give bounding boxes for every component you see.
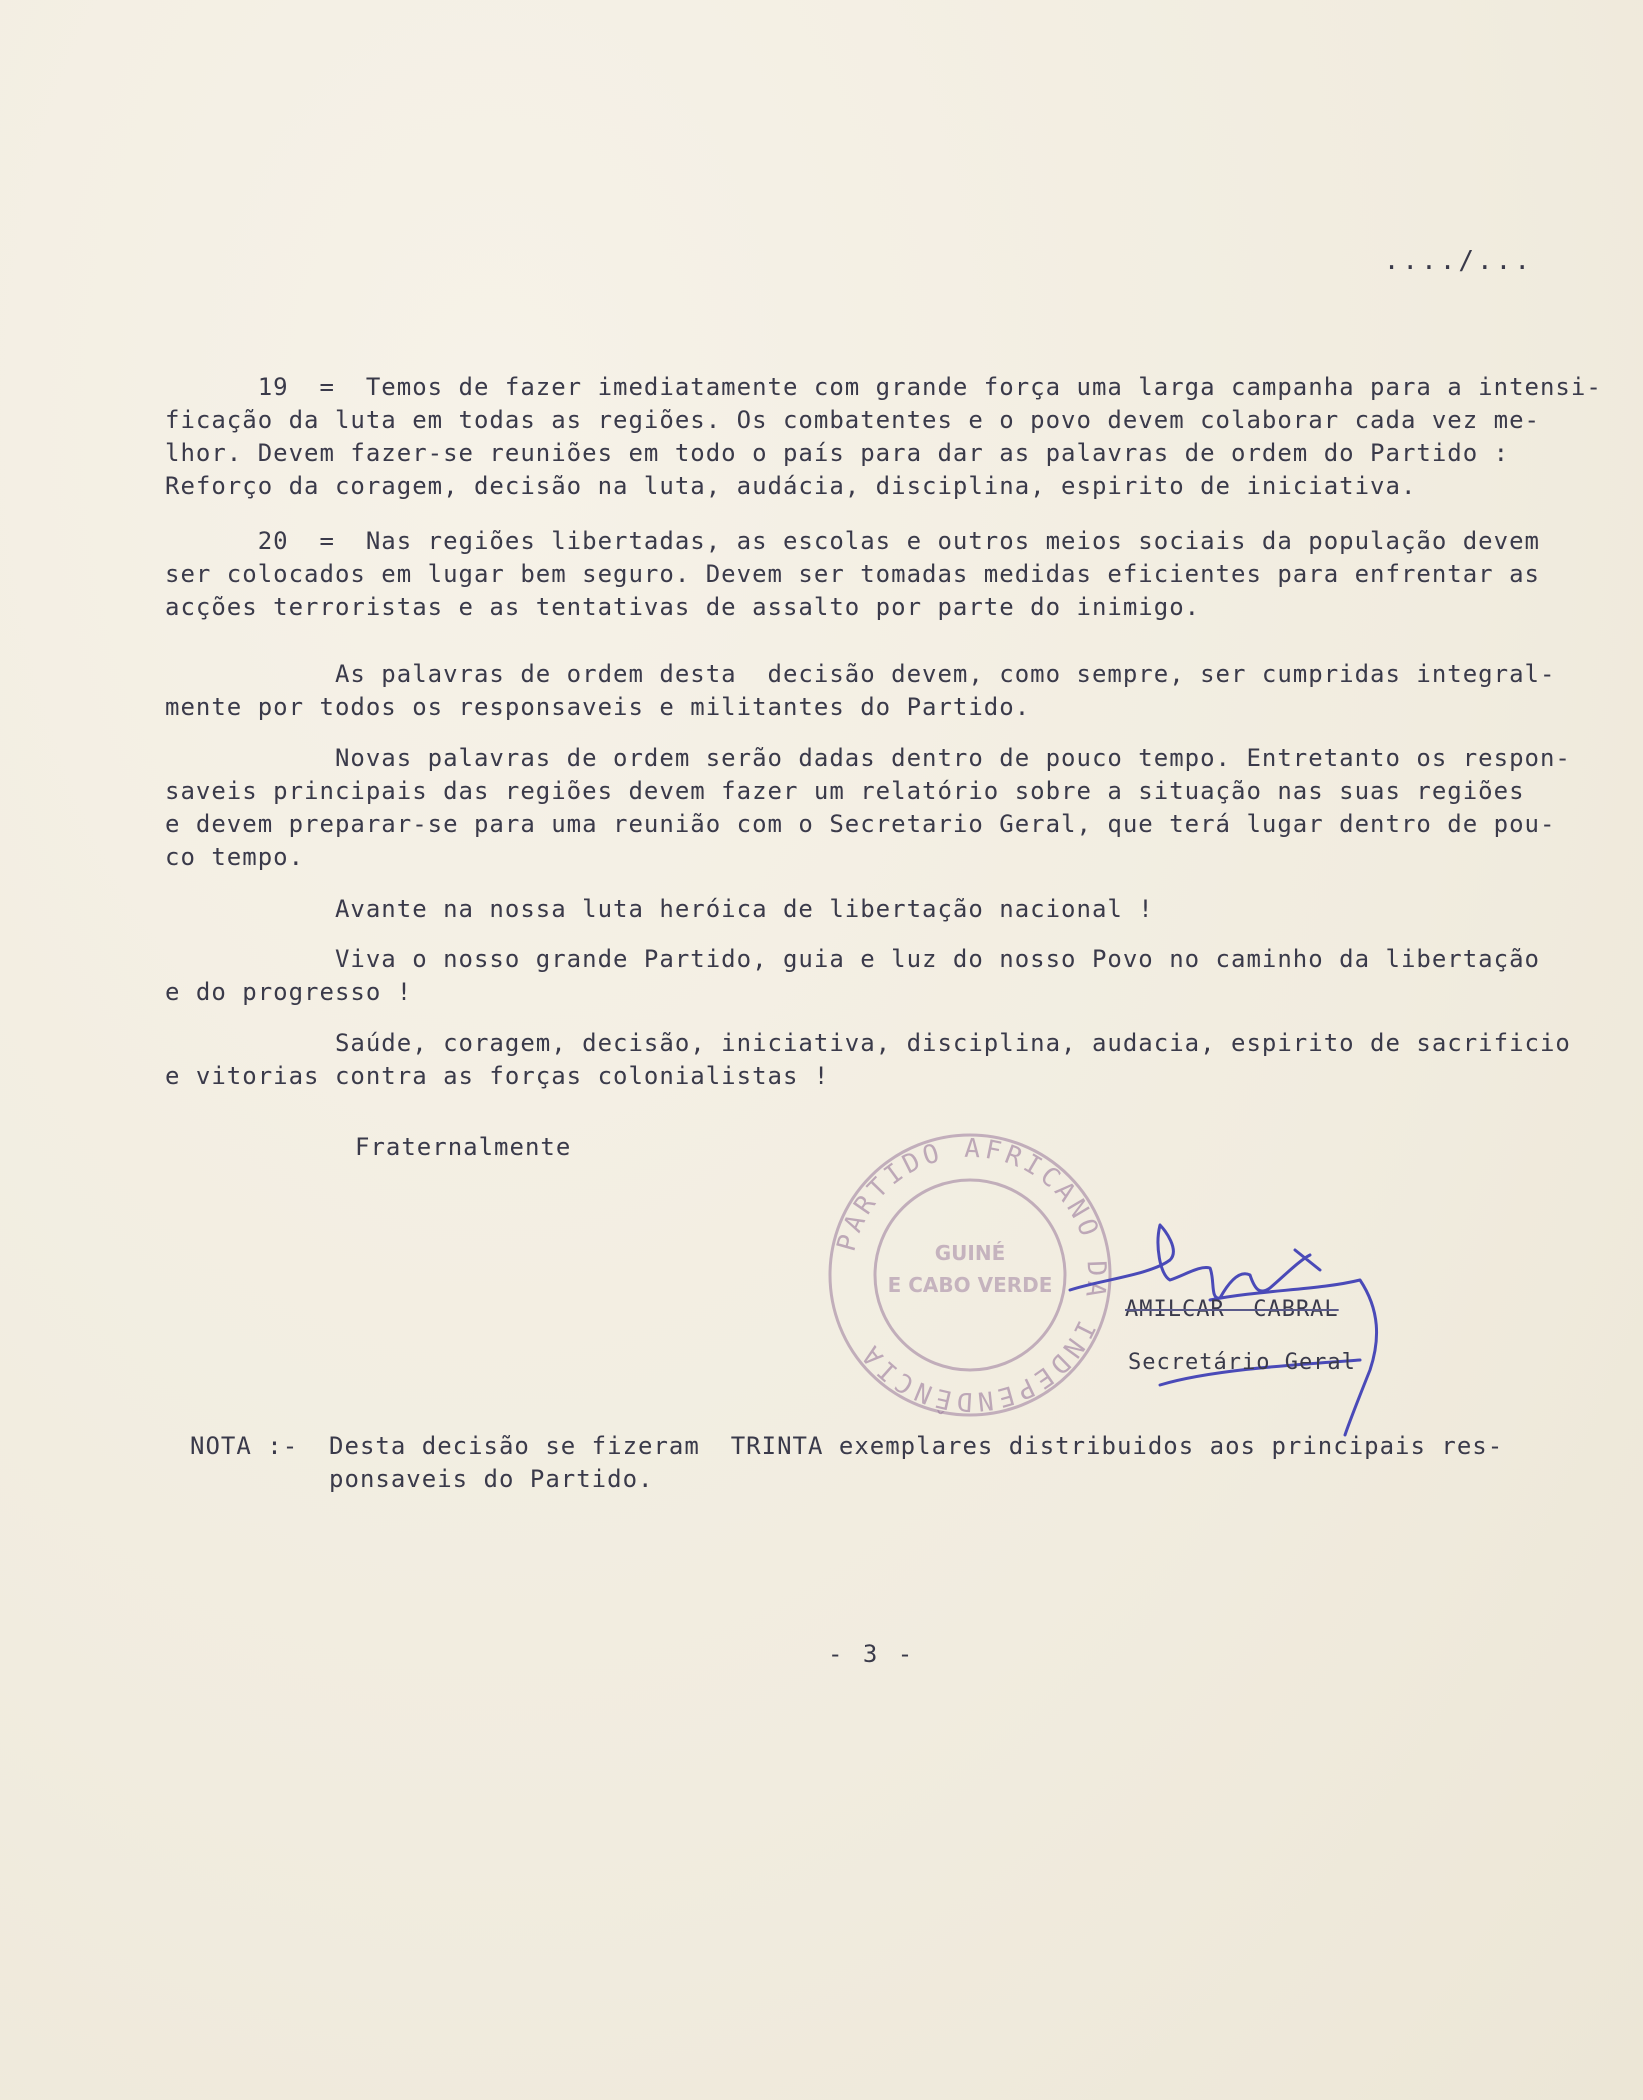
stamp-inner-text-2: E CABO VERDE <box>887 1273 1053 1297</box>
paragraph-line: co tempo. <box>165 843 305 871</box>
item-20-line: 20 = Nas regiões libertadas, as escolas e outros meios sociais da população devem <box>165 527 1540 555</box>
paragraph-line: e vitorias contra as forças colonialistas ! <box>165 1062 830 1090</box>
stamp-outer-text: PARTIDO AFRICANO DA INDEPENDÊNCIA <box>831 1133 1112 1417</box>
handwritten-signature <box>1060 1220 1390 1450</box>
paragraph-line: Novas palavras de ordem serão dadas dentro de pouco tempo. Entretanto os respon- <box>165 744 1571 772</box>
signatory-name: AMILCAR CABRAL <box>1125 1297 1339 1322</box>
item-19 <box>165 373 1605 505</box>
item-19-line: Reforço da coragem, decisão na luta, audácia, disciplina, espirito de iniciativa. <box>165 472 1417 500</box>
item-19-line: ficação da luta em todas as regiões. Os combatentes e o povo devem colaborar cada vez me- <box>165 406 1540 434</box>
item-19-line: lhor. Devem fazer-se reuniões em todo o país para dar as palavras de ordem do Partido : <box>165 439 1510 467</box>
paragraph-novas <box>165 744 1605 876</box>
paragraph-line: As palavras de ordem desta decisão devem, como sempre, ser cumpridas integral- <box>165 660 1556 688</box>
paragraph-cumprir <box>165 660 1605 726</box>
nota-line: ponsaveis do Partido. <box>190 1465 654 1493</box>
paragraph-line: mente por todos os responsaveis e militantes do Partido. <box>165 693 1031 721</box>
item-20-line: ser colocados em lugar bem seguro. Devem ser tomadas medidas eficientes para enfrentar as <box>165 560 1540 588</box>
paragraph-line: e devem preparar-se para uma reunião com o Secretario Geral, que terá lugar dentro de pou- <box>165 810 1556 838</box>
item-19-line: 19 = Temos de fazer imediatamente com grande força uma larga campanha para a intensi- <box>165 373 1602 401</box>
paragraph-avante <box>165 895 1605 928</box>
stamp-inner-text-1: GUINÉ <box>934 1241 1006 1265</box>
item-20-line: acções terroristas e as tentativas de assalto por parte do inimigo. <box>165 593 1201 621</box>
paragraph-line: saveis principais das regiões devem fazer um relatório sobre a situação nas suas regiões <box>165 777 1525 805</box>
paragraph-line: Avante na nossa luta heróica de libertação nacional ! <box>165 895 1154 923</box>
nota <box>190 1432 1630 1498</box>
paragraph-line: e do progresso ! <box>165 978 413 1006</box>
paragraph-saude <box>165 1029 1605 1095</box>
signature-stroke <box>1070 1225 1377 1435</box>
paragraph-viva <box>165 945 1605 1011</box>
paragraph-line: Saúde, coragem, decisão, iniciativa, disciplina, audacia, espirito de sacrificio <box>165 1029 1571 1057</box>
paragraph-line: Viva o nosso grande Partido, guia e luz do nosso Povo no caminho da libertação <box>165 945 1540 973</box>
signatory-title: Secretário Geral <box>1128 1350 1356 1375</box>
item-20 <box>165 527 1605 626</box>
nota-line: NOTA :- Desta decisão se fizeram TRINTA exemplares distribuidos aos principais res- <box>190 1432 1504 1460</box>
continuation-mark: ..../... <box>1383 246 1533 276</box>
closing-fraternalmente: Fraternalmente <box>355 1133 572 1161</box>
page-number: - 3 - <box>828 1640 916 1668</box>
